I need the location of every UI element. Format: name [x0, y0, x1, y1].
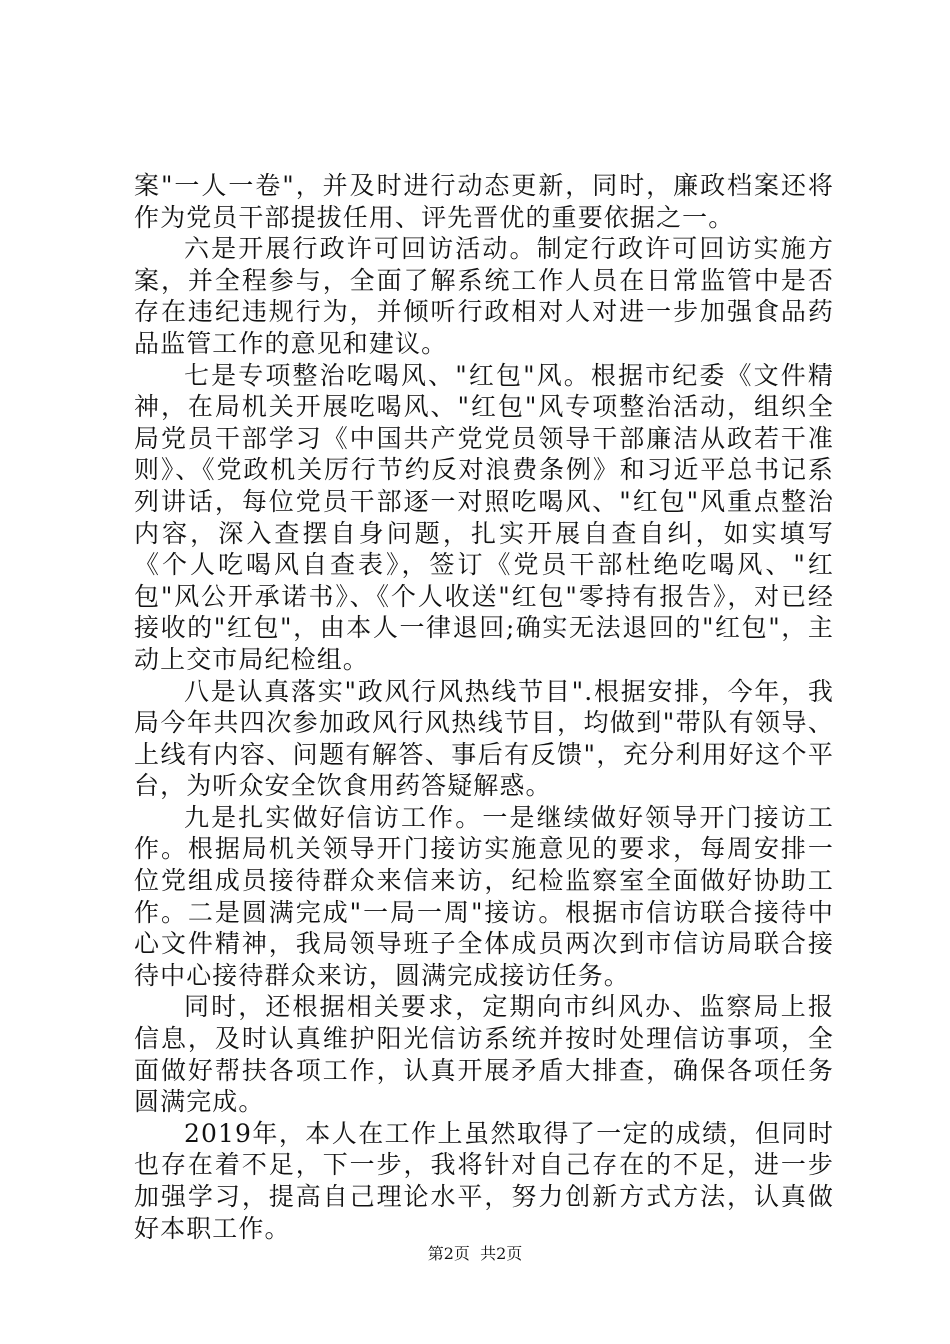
page-total: 共2页	[480, 1244, 523, 1263]
footer-separator	[470, 1244, 480, 1263]
page-number: 第2页	[427, 1244, 470, 1263]
paragraph: 六是开展行政许可回访活动。制定行政许可回访实施方案，并全程参与，全面了解系统工作人员在日常监管中是否存在违纪违规行为，并倾听行政相对人对进一步加强食品药品监管工作的意见和建议。	[134, 234, 834, 358]
paragraph: 同时，还根据相关要求，定期向市纠风办、监察局上报信息，及时认真维护阳光信访系统并按时处理信访事项，全面做好帮扶各项工作，认真开展矛盾大排查，确保各项任务圆满完成。	[134, 992, 834, 1117]
paragraph: 案"一人一卷"，并及时进行动态更新，同时，廉政档案还将作为党员干部提拔任用、评先晋优的重要依据之一。	[134, 171, 834, 232]
paragraph: 九是扎实做好信访工作。一是继续做好领导开门接访工作。根据局机关领导开门接访实施意见的要求，每周安排一位党组成员接待群众来信来访，纪检监察室全面做好协助工作。二是圆满完成"一局一周"接访。根据市信访联合接待中心文件精神，我局领导班子全体成员两次到市信访局联合接待中心接待群众来访，圆满完成接访任务。	[134, 802, 834, 990]
paragraph: 七是专项整治吃喝风、"红包"风。根据市纪委《文件精神，在局机关开展吃喝风、"红包"风专项整治活动，组织全局党员干部学习《中国共产党党员领导干部廉洁从政若干准则》、《党政机关厉行节约反对浪费条例》和习近平总书记系列讲话，每位党员干部逐一对照吃喝风、"红包"风重点整治内容，深入查摆自身问题，扎实开展自查自纠，如实填写《个人吃喝风自查表》，签订《党员干部杜绝吃喝风、"红包"风公开承诺书》、《个人收送"红包"零持有报告》，对已经接收的"红包"，由本人一律退回;确实无法退回的"红包"，主动上交市局纪检组。	[134, 360, 834, 674]
paragraph: 2019年，本人在工作上虽然取得了一定的成绩，但同时也存在着不足，下一步，我将针对自己存在的不足，进一步加强学习，提高自己理论水平，努力创新方式方法，认真做好本职工作。	[134, 1118, 834, 1243]
document-body	[134, 170, 834, 1244]
paragraph: 八是认真落实"政风行风热线节目".根据安排，今年，我局今年共四次参加政风行风热线节目，均做到"带队有领导、上线有内容、问题有解答、事后有反馈"，充分利用好这个平台，为听众安全饮食用药答疑解惑。	[134, 676, 834, 801]
page-footer	[0, 1244, 950, 1264]
